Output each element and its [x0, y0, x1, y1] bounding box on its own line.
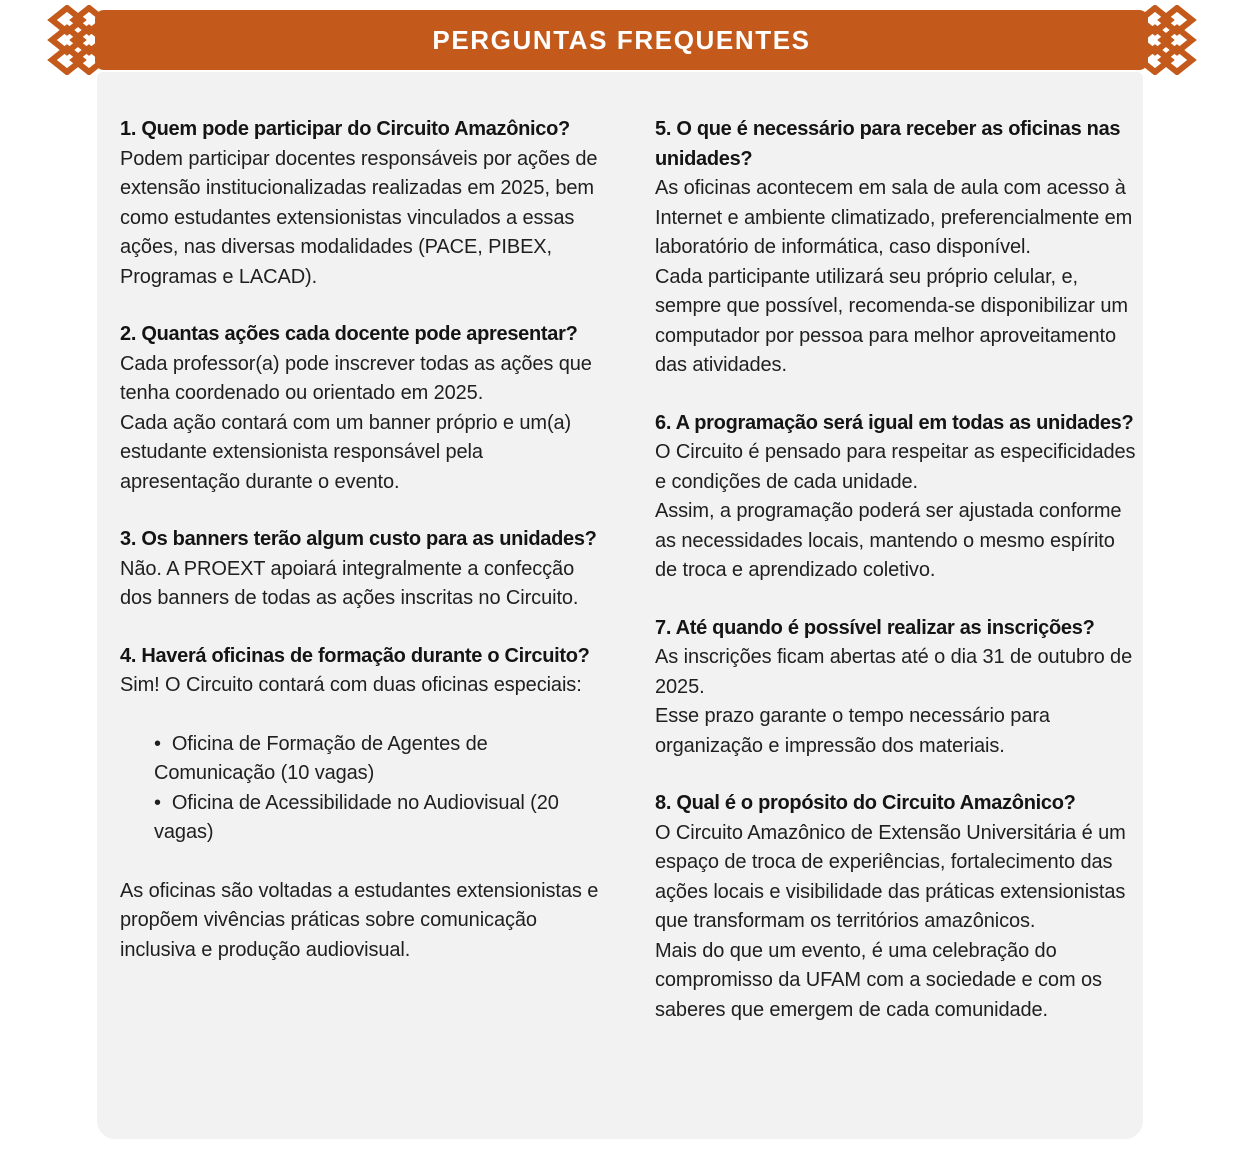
faq-item-3	[120, 525, 607, 614]
faq-item-5	[655, 115, 1142, 381]
faq-answer-paragraph: O Circuito é pensado para respeitar as especificidades e condições de cada unidade.	[655, 441, 1136, 493]
page-title: PERGUNTAS FREQUENTES	[432, 24, 811, 55]
faq-item-4	[120, 642, 607, 966]
faq-answer-paragraph: Sim! O Circuito contará com duas oficinas especiais:	[120, 674, 582, 696]
faq-answer-paragraph: As inscrições ficam abertas até o dia 31 de outubro de 2025.	[655, 646, 1133, 698]
faq-answer-paragraph: O Circuito Amazônico de Extensão Universitária é um espaço de troca de experiências, fortalecimento das ações locais e visibilidade das práticas extensionistas que transformam os territórios amazônicos.	[655, 821, 1126, 932]
faq-question: 8. Qual é o propósito do Circuito Amazônico?	[655, 792, 1076, 814]
faq-question: 3. Os banners terão algum custo para as unidades?	[120, 528, 597, 550]
faq-question: 7. Até quando é possível realizar as inscrições?	[655, 616, 1095, 639]
faq-item-8	[655, 789, 1142, 1025]
faq-answer-paragraph: Mais do que um evento, é uma celebração do compromisso da UFAM com a sociedade e com os saberes que emergem de cada comunidade.	[655, 939, 1102, 1021]
faq-answer-paragraph: Assim, a programação poderá ser ajustada conforme as necessidades locais, mantendo o mesmo espírito de troca e aprendizado coletivo.	[655, 500, 1122, 581]
faq-answer-paragraph: Esse prazo garante o tempo necessário para organização e impressão dos materiais.	[655, 705, 1050, 757]
faq-item-6	[655, 409, 1142, 586]
faq-question: 5. O que é necessário para receber as oficinas nas unidades?	[655, 118, 1121, 170]
faq-bullet-item: • Oficina de Formação de Agentes de Comunicação (10 vagas)	[154, 730, 607, 789]
faq-bullet-item: • Oficina de Acessibilidade no Audiovisual (20 vagas)	[154, 789, 607, 848]
faq-answer-paragraph: Não. A PROEXT apoiará integralmente a confecção dos banners de todas as ações inscritas no Circuito.	[120, 557, 579, 609]
faq-answer-paragraph: Podem participar docentes responsáveis por ações de extensão institucionalizadas realizadas em 2025, bem como estudantes extensionistas vinculados a essas ações, nas diversas modalidades (PACE, PIBEX, Programas e LACAD).	[120, 147, 598, 288]
faq-answer-paragraph: Cada participante utilizará seu próprio celular, e, sempre que possível, recomenda-se disponibilizar um computador por pessoa para melhor aproveitamento das atividades.	[655, 265, 1128, 376]
faq-item-1	[120, 115, 607, 292]
faq-answer-paragraph: Cada professor(a) pode inscrever todas as ações que tenha coordenado ou orientado em 2025.	[120, 352, 592, 404]
header-bar	[95, 10, 1148, 70]
faq-question: 1. Quem pode participar do Circuito Amazônico?	[120, 118, 570, 140]
faq-answer-paragraph: Cada ação contará com um banner próprio e um(a) estudante extensionista responsável pela apresentação durante o evento.	[120, 411, 572, 493]
faq-answer-paragraph: As oficinas são voltadas a estudantes extensionistas e propõem vivências práticas sobre comunicação inclusiva e produção audiovisual.	[120, 879, 599, 961]
faq-item-2	[120, 320, 607, 497]
faq-question: 4. Haverá oficinas de formação durante o Circuito?	[120, 644, 590, 667]
faq-item-7	[655, 614, 1142, 762]
faq-columns	[97, 72, 1143, 1053]
faq-column-left	[120, 115, 607, 1053]
faq-question: 2. Quantas ações cada docente pode apresentar?	[120, 323, 578, 345]
faq-question: 6. A programação será igual em todas as unidades?	[655, 411, 1134, 434]
faq-column-right	[655, 115, 1142, 1053]
faq-answer-paragraph: As oficinas acontecem em sala de aula com acesso à Internet e ambiente climatizado, preferencialmente em laboratório de informática, caso disponível.	[655, 177, 1133, 258]
faq-panel	[97, 72, 1143, 1139]
